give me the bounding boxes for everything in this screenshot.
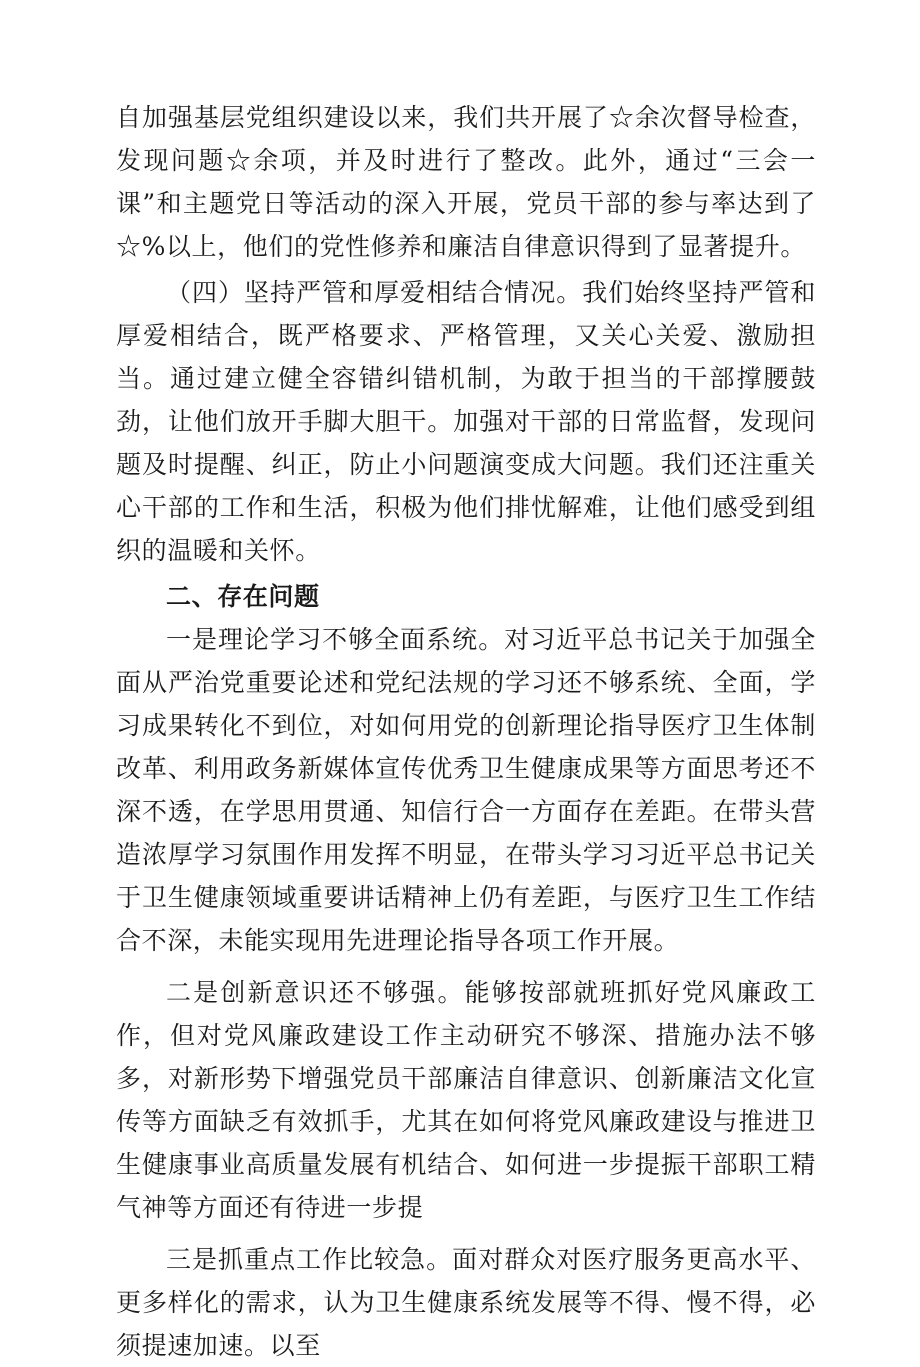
paragraph-issue-theory-study: 一是理论学习不够全面系统。对习近平总书记关于加强全面从严治党重要论述和党纪法规的学习还不够系统、全面，学习成果转化不到位，对如何用党的创新理论指导医疗卫生体制改革、利用政务新媒体宣传优秀卫生健康成果等方面思考还不深不透，在学思用贯通、知信行合一方面存在差距。在带头营造浓厚学习氛围作用发挥不明显，在带头学习习近平总书记关于卫生健康领域重要讲话精神上仍有差距，与医疗卫生工作结合不深，未能实现用先进理论指导各项工作开展。	[116, 625, 816, 955]
paragraph-strict-care: （四）坚持严管和厚爱相结合情况。我们始终坚持严管和厚爱相结合，既严格要求、严格管理，又关心关爱、激励担当。通过建立健全容错纠错机制，为敢于担当的干部撑腰鼓劲，让他们放开手脚大胆干。加强对干部的日常监督，发现问题及时提醒、纠正，防止小问题演变成大问题。我们还注重关心干部的工作和生活，积极为他们排忧解难，让他们感受到组织的温暖和关怀。	[116, 278, 816, 565]
paragraph-supervision-summary: 自加强基层党组织建设以来，我们共开展了☆余次督导检查，发现问题☆余项，并及时进行了整改。此外，通过“三会一课”和主题党日等活动的深入开展，党员干部的参与率达到了☆%以上，他们的党性修养和廉洁自律意识得到了显著提升。	[116, 103, 816, 261]
section-heading-problems: 二、存在问题	[166, 582, 320, 611]
paragraph-issue-key-work: 三是抓重点工作比较急。面对群众对医疗服务更高水平、更多样化的需求，认为卫生健康系统发展等不得、慢不得，必须提速加速。以至	[116, 1245, 816, 1360]
paragraph-issue-innovation: 二是创新意识还不够强。能够按部就班抓好党风廉政工作，但对党风廉政建设工作主动研究不够深、措施办法不够多，对新形势下增强党员干部廉洁自律意识、创新廉洁文化宣传等方面缺乏有效抓手，尤其在如何将党风廉政建设与推进卫生健康事业高质量发展有机结合、如何进一步提振干部职工精气神等方面还有待进一步提	[116, 978, 816, 1222]
spacer	[116, 962, 816, 971]
document-body	[116, 96, 816, 1367]
spacer	[116, 1229, 816, 1238]
